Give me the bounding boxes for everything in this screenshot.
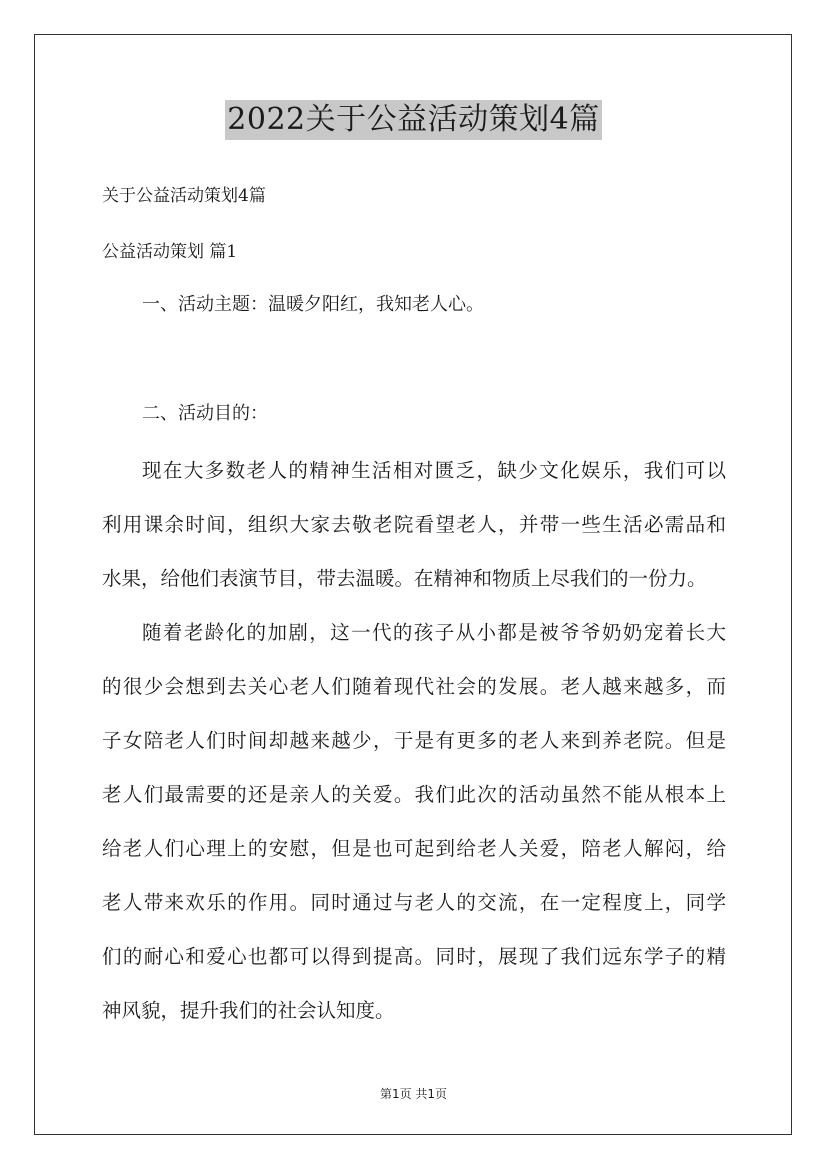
section-heading: 公益活动策划 篇1	[102, 242, 238, 262]
paragraph-line: 现在大多数老人的精神生活相对匮乏，缺少文化娱乐，我们可以	[142, 459, 726, 482]
document-title: 2022关于公益活动策划4篇	[225, 100, 601, 140]
page-footer: 第1页 共1页	[379, 1087, 448, 1101]
paragraph-line: 老人们最需要的还是亲人的关爱。我们此次的活动虽然不能从根本上	[102, 783, 726, 806]
paragraph-line: 子女陪老人们时间却越来越少，于是有更多的老人来到养老院。但是	[102, 729, 726, 752]
paragraph-line: 的很少会想到去关心老人们随着现代社会的发展。老人越来越多，而	[102, 675, 726, 698]
paragraph-line: 随着老龄化的加剧，这一代的孩子从小都是被爷爷奶奶宠着长大	[142, 621, 726, 644]
item-purpose: 二、活动目的：	[142, 403, 268, 424]
item-theme: 一、活动主题：温暖夕阳红，我知老人心。	[142, 294, 484, 315]
paragraph-line: 水果，给他们表演节目，带去温暖。在精神和物质上尽我们的一份力。	[102, 567, 707, 590]
paragraph-line: 老人带来欢乐的作用。同时通过与老人的交流，在一定程度上，同学	[102, 891, 726, 914]
paragraph-line: 神风貌，提升我们的社会认知度。	[102, 999, 395, 1022]
title-container	[0, 100, 827, 140]
paragraph-line: 利用课余时间，组织大家去敬老院看望老人，并带一些生活必需品和	[102, 513, 726, 536]
document-subtitle: 关于公益活动策划4篇	[102, 186, 266, 206]
paragraph-line: 们的耐心和爱心也都可以得到提高。同时，展现了我们远东学子的精	[102, 945, 726, 968]
paragraph-line: 给老人们心理上的安慰，但是也可起到给老人关爱，陪老人解闷，给	[102, 837, 726, 860]
